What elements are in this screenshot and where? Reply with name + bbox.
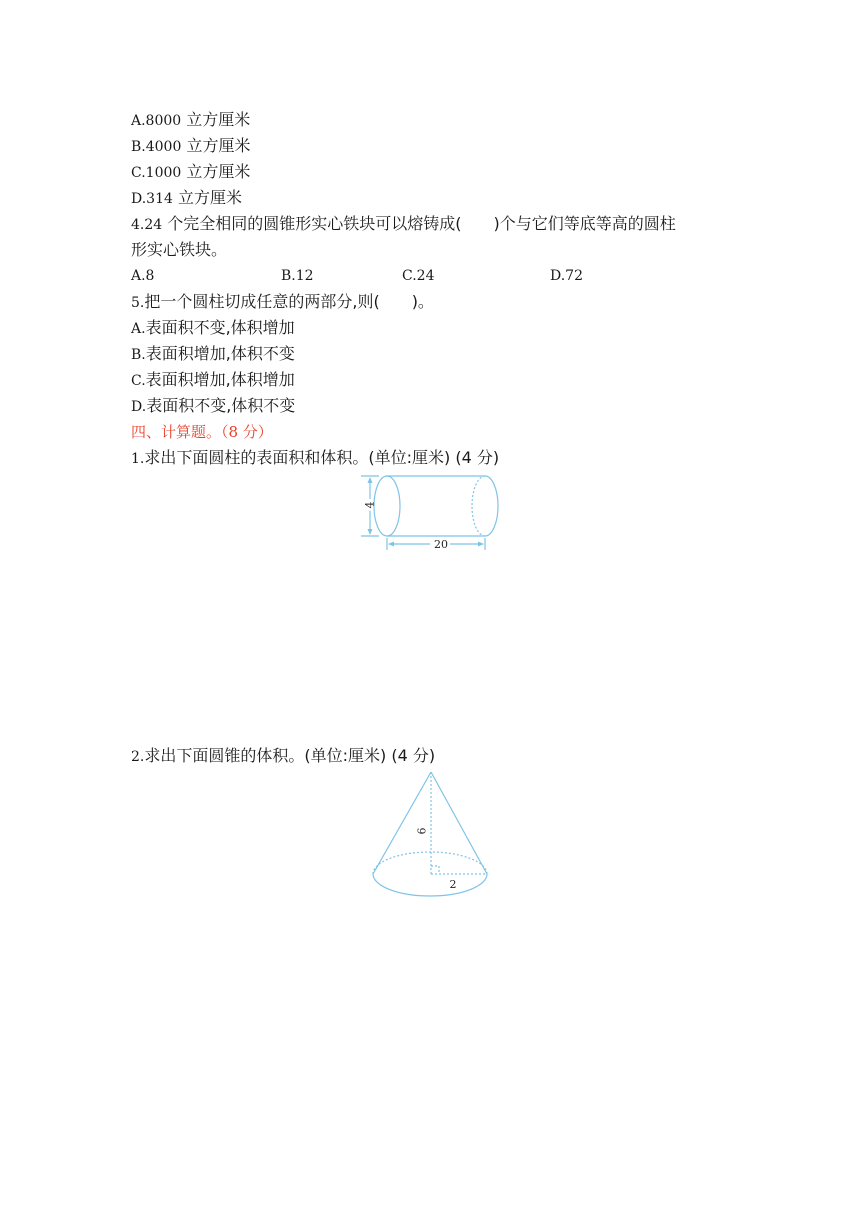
cone-right-angle-mark [431,866,439,874]
q5-option-b-letter: B. [131,347,146,363]
q3-option-c-text: 立方厘米 [181,162,251,181]
q5-option-b-text: 表面积增加,体积不变 [145,344,295,363]
q3-option-c [131,162,250,183]
calc1-number: 1. [131,451,145,467]
calc2-text: 求出下面圆锥的体积。(单位:厘米) (4 分) [144,746,436,765]
q5-option-d [131,396,295,417]
cone-base-front [373,874,487,896]
cone-left-slant [373,772,431,874]
q4-option-b: B.12 [281,268,314,284]
q4-options [131,266,731,286]
cone-radius-label: 2 [449,878,457,891]
q3-option-a [131,110,250,131]
q3-option-d-text: 立方厘米 [172,188,242,207]
q5-stem [131,292,434,313]
q5-option-c-text: 表面积增加,体积增加 [145,370,295,389]
calc1-text: 求出下面圆柱的表面积和体积。(单位:厘米) (4 分) [144,448,500,467]
calc1-stem [131,448,499,469]
cylinder-height-arrow-bottom [368,529,373,535]
cylinder-length-arrow-left [388,542,394,547]
q3-option-a-text: 立方厘米 [181,110,251,129]
cylinder-height-arrow-top [368,477,373,483]
q5-option-a-text: 表面积不变,体积增加 [145,318,295,337]
q3-option-d [131,188,242,209]
q3-option-b-text: 立方厘米 [181,136,251,155]
q4-option-d: D.72 [550,268,583,284]
q5-option-a [131,318,295,339]
q3-option-b [131,136,250,157]
q3-option-d-num: D.314 [131,191,173,207]
q4-text-line1: 个完全相同的圆锥形实心铁块可以熔铸成( )个与它们等底等高的圆柱 [162,214,676,233]
cone-base-hidden [373,852,487,874]
q4-number: 4.24 [131,217,163,233]
q5-option-c-letter: C. [131,373,146,389]
cylinder-left-face [374,476,400,536]
cylinder-length-label: 20 [434,538,448,551]
q4-line1 [131,214,676,235]
q5-option-d-text: 表面积不变,体积不变 [146,396,296,415]
q3-option-b-num: B.4000 [131,139,182,155]
q3-option-a-num: A.8000 [131,113,182,129]
q5-text: 把一个圆柱切成任意的两部分,则( )。 [144,292,434,311]
cylinder-figure [355,470,505,559]
cylinder-height-label: 4 [363,501,377,509]
q5-option-a-letter: A. [131,321,146,337]
q5-number: 5. [131,295,145,311]
q5-option-c [131,370,295,391]
q3-option-c-num: C.1000 [131,165,182,181]
q5-option-d-letter: D. [131,399,147,415]
calc2-number: 2. [131,749,145,765]
section-4-heading: 四、计算题。（8 分） [131,423,273,441]
cylinder-right-face-front [485,476,498,536]
q4-line2: 形实心铁块。 [131,240,228,259]
cone-right-slant [431,772,487,874]
cone-figure [365,768,495,907]
cone-height-label: 6 [415,827,429,835]
cylinder-right-face-hidden [472,476,485,536]
q5-option-b [131,344,295,365]
calc2-stem [131,746,435,767]
q4-option-a: A.8 [131,268,155,284]
q4-option-c: C.24 [402,268,435,284]
cylinder-length-arrow-right [478,542,484,547]
